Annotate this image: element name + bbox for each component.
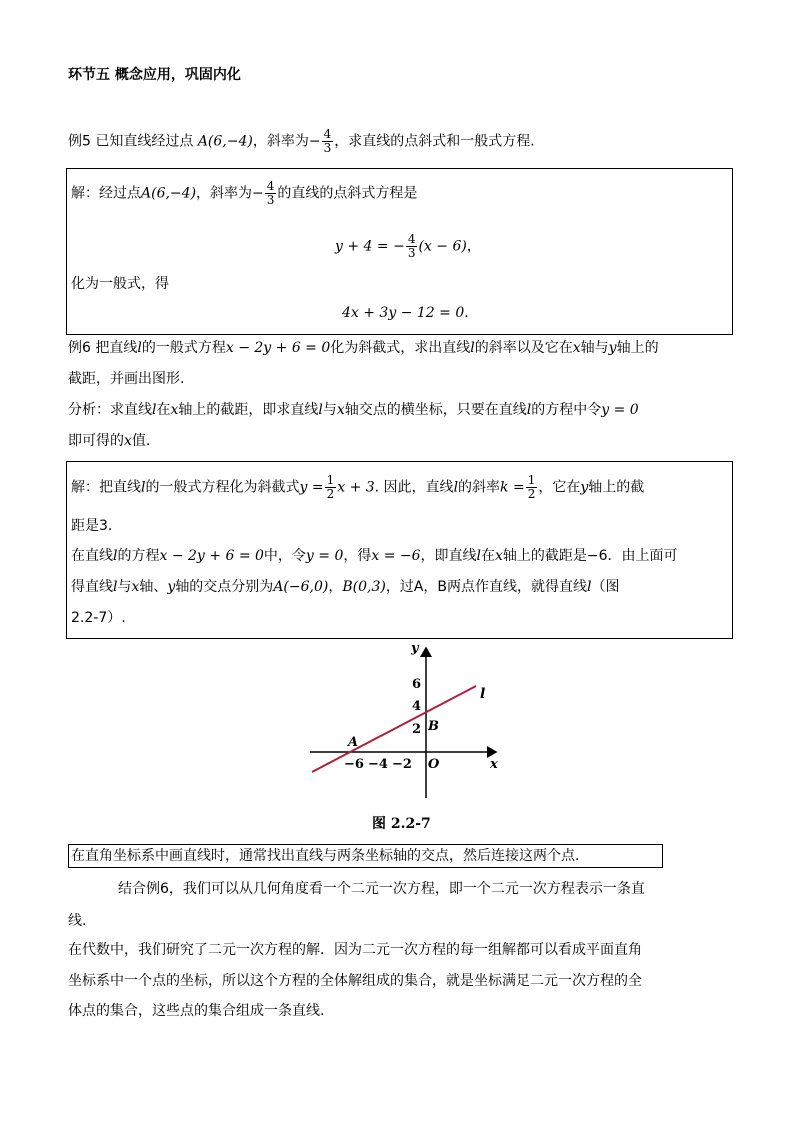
ex5-frac-den: 3: [323, 141, 332, 155]
sol6-line-5: 2.2-7）.: [71, 610, 126, 626]
sol5-frac-den: 3: [266, 193, 275, 207]
sol6-text-d: 的斜率: [458, 479, 501, 496]
sol6-l4-l: l: [113, 579, 118, 595]
ex5-text-1: 例5 已知直线经过点: [68, 133, 194, 150]
sol6-l4-g: （图: [591, 579, 620, 595]
para1-line-1: 结合例6，我们可以从几何角度看一个二元一次方程，即一个二元一次方程表示一条直: [118, 881, 645, 897]
sol5-line-3: 化为一般式，得: [71, 276, 169, 292]
sol6-l3-c: 中，令: [263, 548, 306, 564]
sol6-y: y: [580, 479, 589, 496]
sol5-eq2: 4x + 3y − 12 = 0: [342, 305, 465, 321]
para2-line-2: 坐标系中一个点的坐标，所以这个方程的全体解组成的集合，就是坐标满足二元一次方程的全: [68, 973, 642, 989]
ex5-frac-num: 4: [323, 127, 332, 141]
x-tick-neg6: −6: [344, 757, 364, 772]
an-text-d: 与: [322, 402, 337, 418]
sol6-l3-x: x = −6: [371, 548, 421, 564]
sol6-l3-b: 的方程: [117, 548, 160, 564]
an-l-3: l: [526, 402, 532, 418]
sol6-k: k =: [500, 479, 525, 496]
ex5-text-2: ，斜率为: [252, 133, 309, 150]
sol6-l3-f: 在: [481, 548, 496, 564]
an-text-f: 的方程中令: [531, 402, 602, 418]
ex5-text-3: ，求直线的点斜式和一般式方程.: [334, 133, 535, 150]
sol6-l: l: [141, 479, 146, 496]
sol6-k-den: 2: [527, 487, 536, 501]
ex5-point-a: A(6,−4): [197, 133, 253, 150]
sol5-frac-num: 4: [266, 179, 275, 193]
x-tick-neg2: −2: [392, 757, 412, 772]
point-b-label: B: [428, 719, 439, 734]
figure-caption: 图 2.2-7: [372, 816, 431, 832]
sol5-eq1-frac-den: 3: [407, 246, 416, 260]
sol6-l4-x: x: [131, 579, 140, 595]
ex6-analysis-2: [68, 432, 150, 450]
an-x: x: [170, 402, 179, 418]
sol6-text-e: ，它在: [538, 479, 581, 496]
sol5-text-c: 的直线的点斜式方程是: [277, 185, 418, 202]
sol5-text-b: ，斜率为: [196, 185, 253, 202]
sol5-eq1-rhs: (x − 6): [418, 238, 467, 255]
x-tick-neg4: −4: [368, 757, 388, 772]
sol5-eq1-tail: ，: [466, 238, 481, 255]
sol5-point-a: A(6,−4): [141, 185, 197, 202]
sol5-minus: −: [252, 185, 264, 202]
ex6-text-c: 化为斜截式，求出直线: [330, 340, 471, 356]
sol5-eq2-tail: .: [464, 305, 469, 321]
sol6-l3-a: 在直线: [71, 548, 113, 564]
sol6-l4-a: 得直线: [71, 579, 113, 595]
an-text-a: 分析：求直线: [68, 402, 152, 418]
ex6-equation: x − 2y + 6 = 0: [225, 340, 331, 356]
ex6-text-f: 轴上的: [616, 340, 659, 356]
sol6-text-b: 的一般式方程化为斜截式: [145, 479, 300, 496]
ex6-analysis-1: [68, 401, 639, 419]
sol6-fraction: [325, 474, 337, 501]
para1-line-2: 线.: [68, 913, 87, 929]
sol6-l4-B: B(0,3): [342, 579, 386, 595]
an-eq: y = 0: [601, 402, 639, 418]
ex6-text-b: 的一般式方程: [141, 340, 226, 356]
sol6-l3-xx: x: [495, 548, 503, 564]
y-tick-4: 4: [412, 699, 422, 714]
point-a-label: A: [348, 735, 359, 750]
note-text: 在直角坐标系中画直线时，通常找出直线与两条坐标轴的交点，然后连接这两个点.: [71, 848, 580, 864]
section-title: 环节五 概念应用，巩固内化: [68, 67, 241, 83]
sol6-line-2: 距是3.: [71, 518, 113, 534]
sol6-line-3: [71, 547, 678, 565]
sol5-text-a: 解：经过点: [71, 185, 141, 202]
ex6-y: y: [608, 340, 617, 356]
para2-line-1: 在代数中，我们研究了二元一次方程的解．因为二元一次方程的每一组解都可以看成平面直角: [68, 942, 642, 958]
sol5-equation-1: [335, 233, 481, 260]
sol5-eq1-fraction: [406, 233, 418, 260]
sol6-k-num: 1: [527, 473, 536, 487]
sol6-frac-num: 1: [326, 473, 335, 487]
line-l-label: l: [480, 686, 486, 702]
para2-line-3: 体点的集合，这些点的集合组成一条直线.: [68, 1003, 325, 1019]
example-5-question: [68, 128, 535, 155]
sol6-l4-f: ，过A，B两点作直线，就得直线: [385, 579, 588, 595]
an-l-2: l: [318, 402, 323, 418]
sol6-l3-l: l: [113, 548, 118, 564]
an-l: l: [152, 402, 157, 418]
sol6-l4-b: 与: [117, 579, 132, 595]
ex5-minus: −: [308, 133, 321, 150]
sol6-l4-e: ，: [328, 579, 343, 595]
x-axis-label: x: [490, 757, 498, 772]
ex5-fraction: [322, 128, 334, 155]
sol6-l3-d: ，得: [343, 548, 372, 564]
ex6-text-e: 轴与: [580, 340, 609, 356]
sol5-equation-2: [342, 304, 469, 322]
sol6-k-fraction: [526, 474, 538, 501]
an-text-b: 在: [156, 402, 171, 418]
sol6-frac-den: 2: [326, 487, 335, 501]
sol6-line-1: [71, 474, 644, 501]
sol6-l4-c: 轴、: [139, 579, 168, 595]
sol6-l4-d: 轴的交点分别为: [175, 579, 274, 595]
ex6-text-d: 的斜率以及它在: [474, 340, 573, 356]
sol6-l4-y: y: [167, 579, 176, 595]
sol6-l-2: l: [453, 479, 459, 496]
ex6-line-1: [68, 339, 659, 357]
sol6-l3-g: 轴上的截距是−6．由上面可: [502, 548, 678, 564]
sol6-l4-l2: l: [587, 579, 592, 595]
sol6-text-c: . 因此，直线: [374, 479, 454, 496]
an-text-c: 轴上的截距，即求直线: [178, 402, 319, 418]
sol6-eq-a: y =: [299, 479, 324, 496]
sol6-l4-A: A(−6,0): [273, 579, 329, 595]
ex6-text-a: 例6 把直线: [68, 340, 138, 356]
sol5-fraction: [265, 180, 277, 207]
sol6-text-f: 轴上的截: [588, 479, 645, 496]
sol5-eq1-frac-num: 4: [407, 232, 416, 246]
sol6-l3-e: ，即直线: [420, 548, 477, 564]
y-axis-label: y: [411, 641, 419, 656]
ex6-x: x: [572, 340, 581, 356]
y-tick-6: 6: [412, 677, 422, 692]
sol6-l3-eq: x − 2y + 6 = 0: [159, 548, 264, 564]
y-tick-2: 2: [412, 722, 422, 737]
sol5-line-1: [71, 180, 417, 207]
ex6-l-2: l: [470, 340, 475, 356]
origin-label: O: [428, 757, 440, 772]
an-x-2: x: [336, 402, 345, 418]
sol6-l3-y0: y = 0: [305, 548, 344, 564]
an2-text-a: 即可得的: [68, 433, 124, 449]
an2-text-b: 值.: [131, 433, 151, 449]
coordinate-figure: [300, 638, 510, 806]
an-text-e: 轴交点的横坐标，只要在直线: [344, 402, 527, 418]
sol5-eq1-lhs: y + 4 = −: [335, 238, 405, 255]
sol6-eq-b: x + 3: [337, 479, 375, 496]
sol6-line-4: [71, 578, 620, 596]
sol6-l3-l2: l: [476, 548, 482, 564]
ex6-line-2: 截距，并画出图形.: [68, 371, 185, 387]
ex6-l: l: [137, 340, 142, 356]
an2-x: x: [124, 433, 132, 449]
sol6-text-a: 解：把直线: [71, 479, 141, 496]
